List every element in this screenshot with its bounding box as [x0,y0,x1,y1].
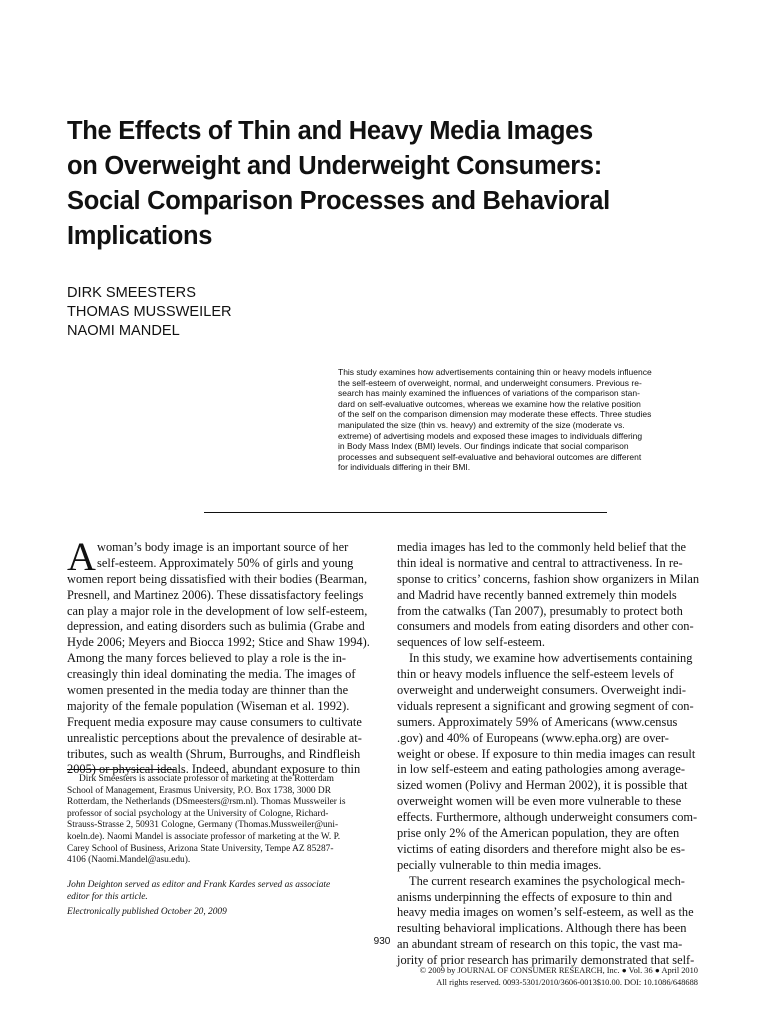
abstract-line: dard on self-evaluative outcomes, whereas we examine how the relative position [338,398,641,409]
body-line: resulting behavioral implications. Although there has been [397,921,687,936]
editor-note [67,880,373,903]
body-line: weight or obese. If exposure to thin media images can result [397,746,696,761]
body-line: in low self-esteem and eating pathologies among average- [397,762,685,777]
abstract-line: of the self on the comparison dimension may moderate these effects. Three studies [338,409,652,420]
body-line: woman’s body image is an important source of her [97,540,349,554]
body-line: an abundant stream of research on this topic, the vast ma- [397,937,683,952]
body-line: anisms underpinning the effects of exposure to thin and [397,889,673,904]
footnote-line: Strauss-Strasse 2, 50931 Cologne, Germany (Thomas.Mussweiler@uni- [67,820,339,831]
body-line: .gov) and 40% of Europeans (www.epha.org) are over- [397,730,669,745]
body-line: heavy media images on women’s self-esteem, as well as the [397,905,694,920]
body-line: overweight and underweight consumers. Overweight indi- [397,683,687,698]
body-line: thin or heavy models influence the self-esteem levels of [397,667,674,682]
body-line: jority of prior research has primarily demonstrated that self- [397,953,695,968]
body-line: from the catwalks (Tan 2007), presumably to protect both [397,603,683,618]
body-line: The current research examines the psychological mech- [409,873,685,888]
section-divider [204,512,607,513]
body-line: creasingly thin ideal dominating the media. The images of [67,667,356,682]
footnote-line: 4106 (Naomi.Mandel@asu.edu). [67,855,191,866]
title-line: Implications [67,222,213,250]
footnote-divider [67,769,175,770]
abstract-line: extreme) of advertising models and exposed these images to individuals differing [338,430,643,441]
page-number: 930 [373,936,391,947]
body-line: victims of eating disorders and therefore might also be es- [397,841,685,856]
abstract [338,367,709,473]
abstract-line: processes and subsequent self-evaluative and behavioral outcomes are different [338,451,642,462]
body-column-right [397,540,707,969]
author-name: DIRK SMEESTERS [67,285,196,301]
body-line: 2005) or physical ideals. Indeed, abundant exposure to thin [67,762,361,777]
author-name: THOMAS MUSSWEILER [67,304,232,320]
editor-line: editor for this article. [67,891,148,902]
rights-line: All rights reserved. 0093-5301/2010/3606-0013$10.00. DOI: 10.1086/648688 [436,978,698,987]
abstract-line: This study examines how advertisements containing thin or heavy models influence [338,367,652,377]
footnote-line: Rotterdam, the Netherlands (DSmeesters@rsm.nl). Thomas Mussweiler is [67,797,346,808]
body-line: sponse to critics’ concerns, fashion show organizers in Milan [397,571,700,586]
body-line: viduals represent a significant and growing segment of con- [397,698,694,713]
title-line: The Effects of Thin and Heavy Media Images [67,117,593,145]
body-line: women report being dissatisfied with their bodies (Bearman, [67,571,368,586]
body-line: can play a major role in the development of low self-esteem, [67,603,368,618]
body-line: self-esteem. Approximately 50% of girls and young [97,555,354,570]
body-line: sumers. Approximately 59% of Americans (www.census [397,714,678,729]
body-line: pecially vulnerable to thin media images. [397,857,602,872]
published-line: Electronically published October 20, 2009 [67,907,227,917]
body-line: overweight women will be even more vulnerable to these [397,794,682,809]
author-list [67,284,232,341]
footnote-line: koeln.de). Naomi Mandel is associate professor of marketing at the W. P. [67,831,341,842]
body-column-left [67,540,373,778]
editor-line: John Deighton served as editor and Frank Kardes served as associate [67,880,331,890]
footnote-line: School of Management, Erasmus University, P.O. Box 1738, 3000 DR [67,785,331,796]
body-line: tributes, such as wealth (Shrum, Burroughs, and Rindfleish [67,746,361,761]
body-line: women presented in the media today are thinner than the [67,683,349,698]
body-line: sequences of low self-esteem. [397,635,545,650]
drop-cap: A [67,534,96,579]
abstract-line: in Body Mass Index (BMI) levels. Our findings indicate that social comparison [338,441,629,452]
body-line: sized women (Polivy and Herman 2002), it is possible that [397,778,688,793]
body-line: and Madrid have recently banned extremely thin models [397,587,677,602]
abstract-line: for individuals differing in their BMI. [338,462,471,473]
abstract-line: the self-esteem of overweight, normal, and underweight consumers. Previous re- [338,377,642,388]
abstract-line: manipulated the size (thin vs. heavy) and extremity of the size (moderate vs. [338,419,625,430]
body-line: Frequent media exposure may cause consumers to cultivate [67,714,362,729]
body-line: unrealistic perceptions about the prevalence of desirable at- [67,730,362,745]
body-line: consumers and models from eating disorders and other con- [397,619,694,634]
body-line: In this study, we examine how advertisements containing [409,651,693,666]
copyright-line: © 2009 by JOURNAL OF CONSUMER RESEARCH, Inc. ● Vol. 36 ● April 2010 [419,966,698,975]
published-note [67,907,373,919]
body-line: Hyde 2006; Meyers and Biocca 1992; Stice and Shaw 1994). [67,635,370,650]
footnote-line: professor of social psychology at the University of Cologne, Richard- [67,808,329,819]
title-line: Social Comparison Processes and Behavioral [67,187,610,215]
body-line: media images has led to the commonly held belief that the [397,540,687,554]
article-title [67,114,707,254]
footnote-line: Carey School of Business, Arizona State University, Tempe AZ 85287- [67,843,334,854]
body-line: depression, and eating disorders such as bulimia (Grabe and [67,619,365,634]
title-line: on Overweight and Underweight Consumers: [67,152,602,180]
abstract-line: search has mainly examined the influences of variations of the comparison stan- [338,388,640,399]
body-line: majority of the female population (Wiseman et al. 1992). [67,698,350,713]
author-footnote [67,774,373,867]
footnote-line: Dirk Smeesters is associate professor of marketing at the Rotterdam [79,774,334,784]
body-line: Presnell, and Martinez 2006). These dissatisfactory feelings [67,587,364,602]
body-line: prise only 2% of the American population, they are often [397,826,680,841]
body-line: effects. Furthermore, although underweight consumers com- [397,810,698,825]
author-name: NAOMI MANDEL [67,323,180,339]
body-line: Among the many forces believed to play a role is the in- [67,651,347,666]
body-line: thin ideal is normative and central to attractiveness. In re- [397,555,683,570]
